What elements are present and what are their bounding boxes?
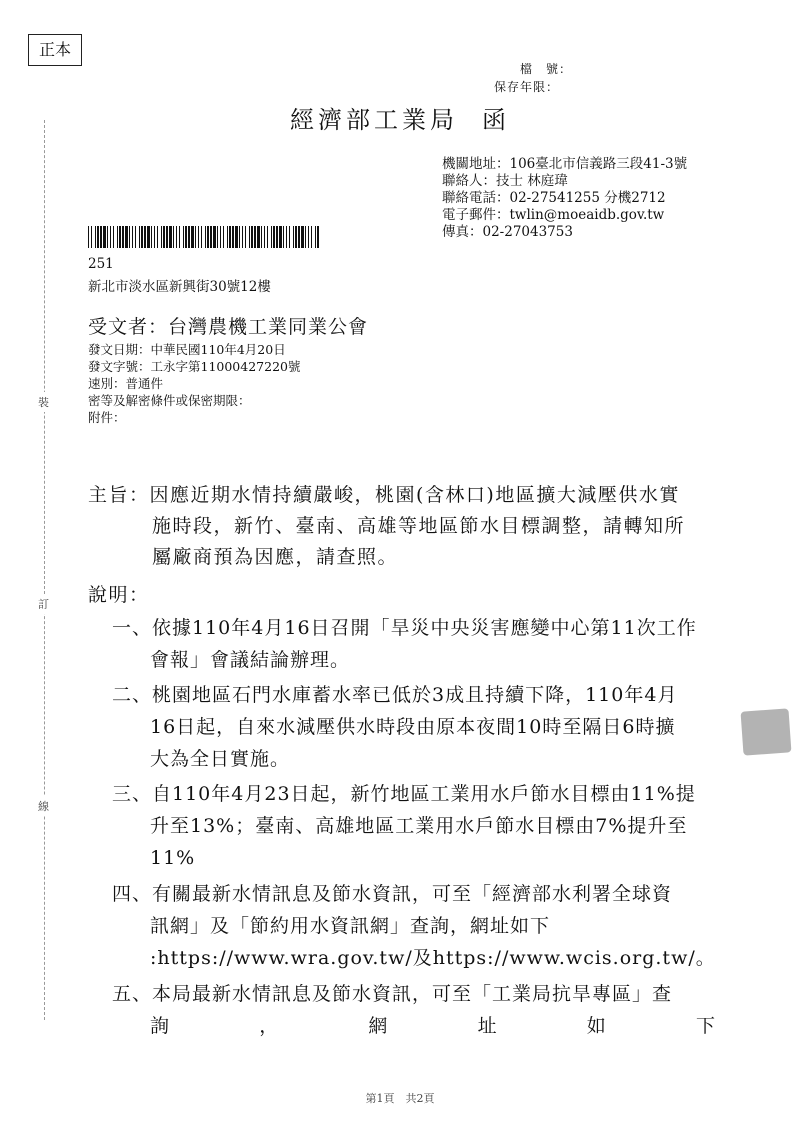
justified-char: ， xyxy=(259,1015,280,1037)
justified-char: 詢 xyxy=(150,1015,171,1037)
explanation-heading: 說明： xyxy=(88,584,150,606)
retention-label: 保存年限： xyxy=(494,80,560,94)
page-footer: 第1頁 共2頁 xyxy=(365,1092,435,1105)
subject-line: 屬廠商預為因應，請查照。 xyxy=(152,546,399,568)
item-line: :https://www.wra.gov.tw/及https://www.wcis.org.tw/。 xyxy=(150,947,716,969)
recipient: 受文者：台灣農機工業同業公會 xyxy=(88,316,369,338)
agency-name: 經濟部工業局 xyxy=(290,106,458,134)
item-line: 11% xyxy=(150,847,196,869)
document-type: 函 xyxy=(482,106,510,134)
document-meta xyxy=(88,341,300,426)
recipient-zip: 251 xyxy=(88,256,114,272)
attachments: 附件： xyxy=(88,410,126,425)
item-line: 會報」會議結論辦理。 xyxy=(150,649,351,671)
contact-address: 機關地址：106臺北市信義路三段41-3號 xyxy=(442,156,688,172)
binding-line xyxy=(44,120,45,1020)
binding-char-ding: 訂 xyxy=(38,594,49,614)
binding-char-zhuang: 裝 xyxy=(38,392,49,412)
item-line: 一、依據110年4月16日召開「旱災中央災害應變中心第11次工作 xyxy=(112,617,697,639)
seal-stamp xyxy=(741,708,792,755)
file-number-label: 檔 號： xyxy=(520,62,573,76)
item-line: 五、本局最新水情訊息及節水資訊，可至「工業局抗旱專區」查 xyxy=(112,983,673,1005)
subject xyxy=(88,480,685,573)
item-line: 四、有關最新水情訊息及節水資訊，可至「經濟部水利署全球資 xyxy=(112,883,673,905)
explanation-item-2 xyxy=(112,679,677,775)
subject-line: 施時段，新竹、臺南、高雄等地區節水目標調整，請轉知所 xyxy=(152,515,686,537)
explanation-item-4 xyxy=(112,878,716,974)
justified-char: 網 xyxy=(368,1015,389,1037)
justified-char: 址 xyxy=(477,1015,498,1037)
issue-number: 發文字號：工永字第11000427220號 xyxy=(88,359,301,374)
explanation-item-5 xyxy=(112,978,716,1042)
classification: 密等及解密條件或保密期限： xyxy=(88,393,251,408)
item-line: 升至13%；臺南、高雄地區工業用水戶節水目標由7%提升至 xyxy=(150,815,688,837)
justified-char: 下 xyxy=(695,1015,716,1037)
contact-block xyxy=(442,156,687,241)
contact-phone: 聯絡電話：02-27541255 分機2712 xyxy=(442,190,666,206)
subject-line: 主旨：因應近期水情持續嚴峻，桃園(含林口)地區擴大減壓供水實 xyxy=(88,484,680,506)
item-line: 三、自110年4月23日起，新竹地區工業用水戶節水目標由11%提 xyxy=(112,783,696,805)
issue-date: 發文日期：中華民國110年4月20日 xyxy=(88,342,286,357)
justified-char: 如 xyxy=(586,1015,607,1037)
urgency: 速別：普通件 xyxy=(88,376,164,391)
item-line: 大為全日實施。 xyxy=(150,748,291,770)
item-line-justified xyxy=(112,1010,716,1042)
explanation-item-1 xyxy=(112,612,697,676)
barcode xyxy=(88,226,320,248)
document-title xyxy=(0,100,800,135)
original-copy-stamp: 正本 xyxy=(28,34,82,66)
contact-email: 電子郵件：twlin@moeaidb.gov.tw xyxy=(442,207,665,223)
item-line: 訊網」及「節約用水資訊網」查詢，網址如下 xyxy=(150,915,551,937)
item-line: 16日起，自來水減壓供水時段由原本夜間10時至隔日6時擴 xyxy=(150,716,676,738)
explanation-item-3 xyxy=(112,778,696,874)
recipient-address: 新北市淡水區新興街30號12樓 xyxy=(88,279,271,295)
item-line: 二、桃園地區石門水庫蓄水率已低於3成且持續下降，110年4月 xyxy=(112,684,678,706)
contact-fax: 傳真：02-27043753 xyxy=(442,224,573,240)
contact-person: 聯絡人：技士 林庭瑋 xyxy=(442,173,568,189)
binding-char-xian: 線 xyxy=(38,796,49,816)
